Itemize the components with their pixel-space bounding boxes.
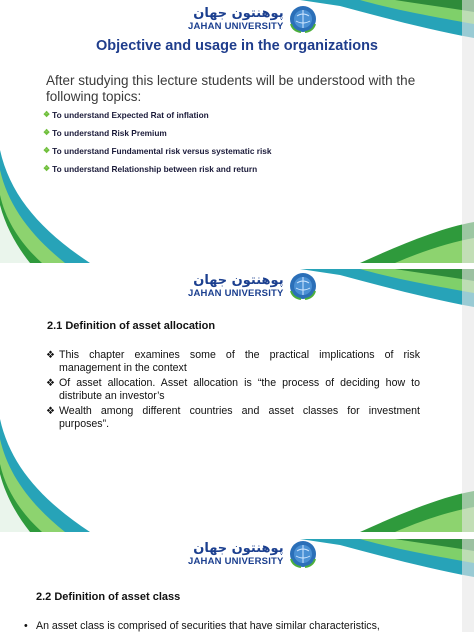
section-heading: 2.1 Definition of asset allocation [47,320,216,332]
list-item: ❖ Of asset allocation. Asset allocation is “the process of deciding how to distribute an investor’s [46,377,420,402]
list-item: ❖ To understand Risk Premium [43,128,167,138]
list-item: ❖ To understand Expected Rat of inflation [43,110,209,120]
section-heading: 2.2 Definition of asset class [36,591,181,603]
list-item: ❖ To understand Relationship between risk and return [43,164,258,174]
slide-objectives [0,0,474,263]
slide-title: Objective and usage in the organizations [96,38,378,54]
university-logo [188,4,318,34]
university-logo [188,539,318,569]
globe-wreath-emblem-icon [288,539,318,569]
diamond-bullet-icon: ❖ [43,110,51,119]
diamond-bullet-icon: ❖ [43,164,51,173]
topic-list [43,110,272,182]
list-item: ❖ Wealth among different countries and asset classes for investment purposes”. [46,405,420,430]
definition-points [24,620,424,632]
definition-points [46,349,420,433]
globe-wreath-emblem-icon [288,4,318,34]
list-item: • An asset class is comprised of securities that have similar characteristics, [24,620,380,632]
globe-wreath-emblem-icon [288,271,318,301]
diamond-bullet-icon: ❖ [43,146,51,155]
list-item: ❖ To understand Fundamental risk versus systematic risk [43,146,272,156]
university-name-english: JAHAN UNIVERSITY [188,556,284,567]
intro-text: After studying this lecture students will be understood with the following topics: [46,73,416,104]
bullet-dot-icon: • [24,620,28,632]
university-name-urdu: پوهنتون جهان [193,541,284,556]
diamond-bullet-icon: ❖ [43,128,51,137]
diamond-bullet-icon: ❖ [46,406,55,417]
university-name-english: JAHAN UNIVERSITY [188,21,284,32]
diamond-bullet-icon: ❖ [46,350,55,361]
diamond-bullet-icon: ❖ [46,378,55,389]
university-name-urdu: پوهنتون جهان [193,273,284,288]
slide-asset-class [0,539,474,632]
slide-gap [0,532,474,539]
university-name-english: JAHAN UNIVERSITY [188,288,284,299]
university-logo [188,271,318,301]
list-item: ❖ This chapter examines some of the practical implications of risk management in the context [46,349,420,374]
university-name-urdu: پوهنتون جهان [193,6,284,21]
